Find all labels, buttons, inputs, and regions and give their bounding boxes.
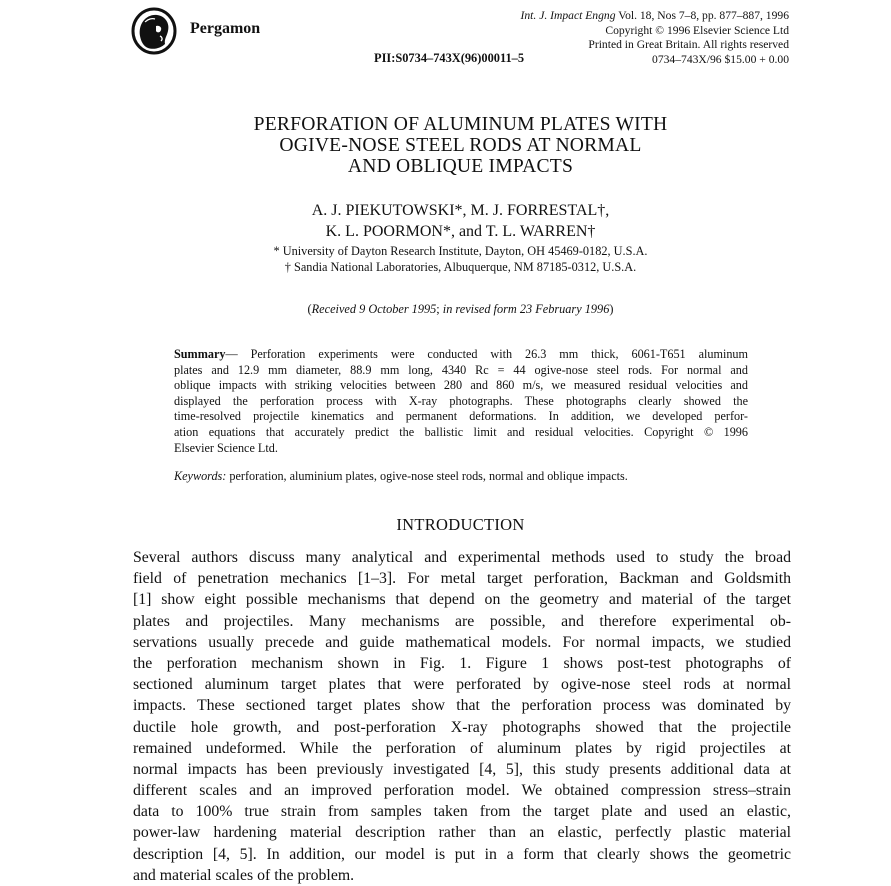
summary-line: Elsevier Science Ltd. — [174, 440, 278, 455]
body-line: remained undeformed. While the perforation of aluminum plates by rigid projectiles at — [133, 739, 791, 757]
affiliations — [0, 244, 891, 275]
body-line: and material scales of the problem. — [133, 866, 355, 884]
title-line: PERFORATION OF ALUMINUM PLATES WITH — [253, 114, 668, 135]
body-line: plates and projectiles. Many mechanisms are possible, and therefore experimental ob- — [133, 612, 791, 630]
body-line: different scales and an improved perforation model. We obtained compression stress–strain — [133, 782, 791, 800]
publisher-name: Pergamon — [190, 20, 261, 37]
body-line: impacts. These sectioned target plates show that the perforation process was dominated by — [133, 697, 791, 715]
summary-text: — Perforation experiments were conducted with 26.3 mm thick, 6061-T651 aluminum — [225, 347, 748, 361]
summary-line: oblique impacts with striking velocities between 280 and 860 m/s, we measured residual velocities and — [174, 378, 748, 393]
received-date: 9 October 1995 — [356, 302, 437, 316]
pii-identifier: PII:S0734–743X(96)00011–5 — [374, 51, 525, 65]
revised-date: 23 February 1996 — [516, 302, 610, 316]
journal-copyright: Copyright © 1996 Elsevier Science Ltd — [605, 23, 789, 37]
summary-line — [174, 347, 748, 363]
body-line: field of penetration mechanics [1–3]. For metal target perforation, Backman and Goldsmith — [133, 570, 791, 588]
author-line: K. L. POORMON*, and T. L. WARREN† — [325, 223, 596, 240]
received-dates — [0, 302, 891, 317]
keywords-text: perforation, aluminium plates, ogive-nose steel rods, normal and oblique impacts. — [226, 469, 628, 483]
body-line: data to 100% true strain from samples taken from the target plate and used an elastic, — [133, 803, 791, 821]
journal-name: Int. J. Impact Engng — [520, 9, 616, 22]
received-label: Received — [311, 302, 357, 316]
authors — [0, 200, 891, 242]
pergamon-lion-logo-icon — [130, 6, 178, 56]
summary-line: displayed the perforation process with X-ray photographs. These photographs clearly showed the — [174, 393, 748, 408]
affiliation-sandia: † Sandia National Laboratories, Albuquerque, NM 87185-0312, U.S.A. — [284, 259, 637, 274]
journal-printed: Printed in Great Britain. All rights reserved — [588, 38, 789, 51]
introduction-body — [133, 547, 791, 886]
title-line: OGIVE-NOSE STEEL RODS AT NORMAL — [279, 135, 642, 156]
separator: ; — [436, 302, 443, 316]
body-line: normal impacts has been previously investigated [4, 5], this study presents additional data at — [133, 760, 791, 778]
summary-line: plates and 12.9 mm diameter, 88.9 mm long, 4340 Rc = 44 ogive-nose steel rods. For normal and — [174, 362, 748, 377]
journal-line-1 — [329, 9, 789, 24]
body-line: the perforation mechanism shown in Fig. 1. Figure 1 shows post-test photographs of — [133, 654, 791, 672]
body-line: servations usually precede and guide mathematical models. For normal impacts, we studied — [133, 633, 791, 651]
abstract-summary — [174, 347, 748, 456]
body-line: Several authors discuss many analytical and experimental methods used to study the broad — [133, 549, 791, 566]
body-line: ductile hole growth, and post-perforation X-ray photographs showed that the projectile — [133, 718, 791, 736]
summary-line: ation equations that accurately predict the ballistic limit and residual velocities. Copyright © 1996 — [174, 424, 748, 439]
body-line: power-law hardening material description rather than an elastic, perfectly plastic material — [133, 824, 791, 842]
affiliation-dayton: * University of Dayton Research Institute, Dayton, OH 45469-0182, U.S.A. — [273, 244, 648, 258]
revised-label: in revised form — [442, 302, 517, 316]
paren-open: ( — [307, 302, 312, 316]
journal-volume: Vol. 18, Nos 7–8, pp. 877–887, 1996 — [615, 9, 789, 22]
title-line: AND OBLIQUE IMPACTS — [347, 156, 574, 177]
paren-close: ) — [609, 302, 614, 316]
journal-price: 0734–743X/96 $15.00 + 0.00 — [652, 52, 789, 66]
section-heading-introduction: INTRODUCTION — [396, 515, 525, 534]
body-line: sectioned aluminum target plates that were perforated by ogive-nose steel rods at normal — [133, 676, 791, 694]
paper-title — [0, 114, 891, 177]
keywords — [174, 469, 628, 484]
keywords-label: Keywords: — [174, 469, 227, 483]
body-line: [1] show eight possible mechanisms that depend on the geometry and material of the target — [133, 591, 791, 609]
summary-line: time-resolved projectile kinematics and permanent deformations. In addition, we developed perfor- — [174, 409, 748, 424]
body-line: description [4, 5]. In addition, our model is put in a form that clearly shows the geometric — [133, 845, 791, 863]
author-line: A. J. PIEKUTOWSKI*, M. J. FORRESTAL†, — [311, 202, 610, 219]
summary-label: Summary — [174, 347, 226, 361]
